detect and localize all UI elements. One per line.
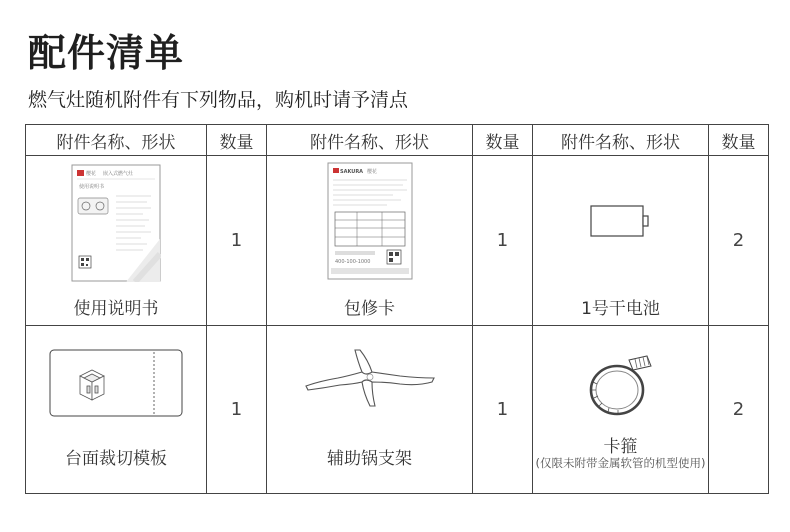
item-battery-cell — [533, 156, 709, 326]
header-qty-col-2: 数量 — [473, 125, 533, 156]
header-name-col-3: 附件名称、形状 — [533, 125, 709, 156]
item-note: (仅限未附带金属软管的机型使用) — [535, 456, 706, 470]
item-name: 包修卡 — [344, 299, 395, 319]
accessory-table — [25, 124, 769, 494]
manual-brand: 樱花 — [86, 171, 97, 177]
item-name: 使用说明书 — [73, 299, 159, 319]
page-subtitle: 燃气灶随机附件有下列物品，购机时请予清点 — [28, 89, 409, 111]
page-title: 配件清单 — [28, 31, 185, 75]
header-name-col-1: 附件名称、形状 — [26, 125, 207, 156]
manual-icon — [26, 164, 206, 282]
item-qty: 1 — [207, 326, 267, 494]
table-header-row — [26, 125, 769, 156]
card-brand-cn: 樱花 — [366, 169, 377, 175]
item-qty: 2 — [709, 326, 769, 494]
item-qty: 2 — [709, 156, 769, 326]
warranty-card-icon — [267, 162, 472, 280]
card-brand: SAKURA — [339, 169, 363, 175]
card-hotline: 400-100-1000 — [334, 259, 370, 265]
manual-title: 嵌入式燃气灶 — [103, 171, 134, 177]
header-qty-col-3: 数量 — [709, 125, 769, 156]
item-warranty-card-cell — [267, 156, 473, 326]
manual-subtitle: 使用说明书 — [79, 184, 105, 190]
item-name: 辅助锅支架 — [327, 449, 412, 469]
cutting-template-icon — [26, 348, 206, 418]
item-qty: 1 — [473, 326, 533, 494]
pot-support-icon — [267, 348, 472, 410]
hose-clamp-icon — [533, 348, 708, 418]
item-name: 卡箍 — [603, 437, 638, 457]
item-qty: 1 — [207, 156, 267, 326]
item-pot-support-cell — [267, 326, 473, 494]
header-qty-col-1: 数量 — [207, 125, 267, 156]
battery-icon — [533, 204, 708, 238]
item-cutting-template-cell — [26, 326, 207, 494]
item-qty: 1 — [473, 156, 533, 326]
table-row — [26, 326, 769, 494]
item-hose-clamp-cell — [533, 326, 709, 494]
header-name-col-2: 附件名称、形状 — [267, 125, 473, 156]
item-name: 台面裁切模板 — [65, 449, 167, 469]
item-manual-cell — [26, 156, 207, 326]
table-row — [26, 156, 769, 326]
item-name: 1号干电池 — [581, 299, 660, 319]
